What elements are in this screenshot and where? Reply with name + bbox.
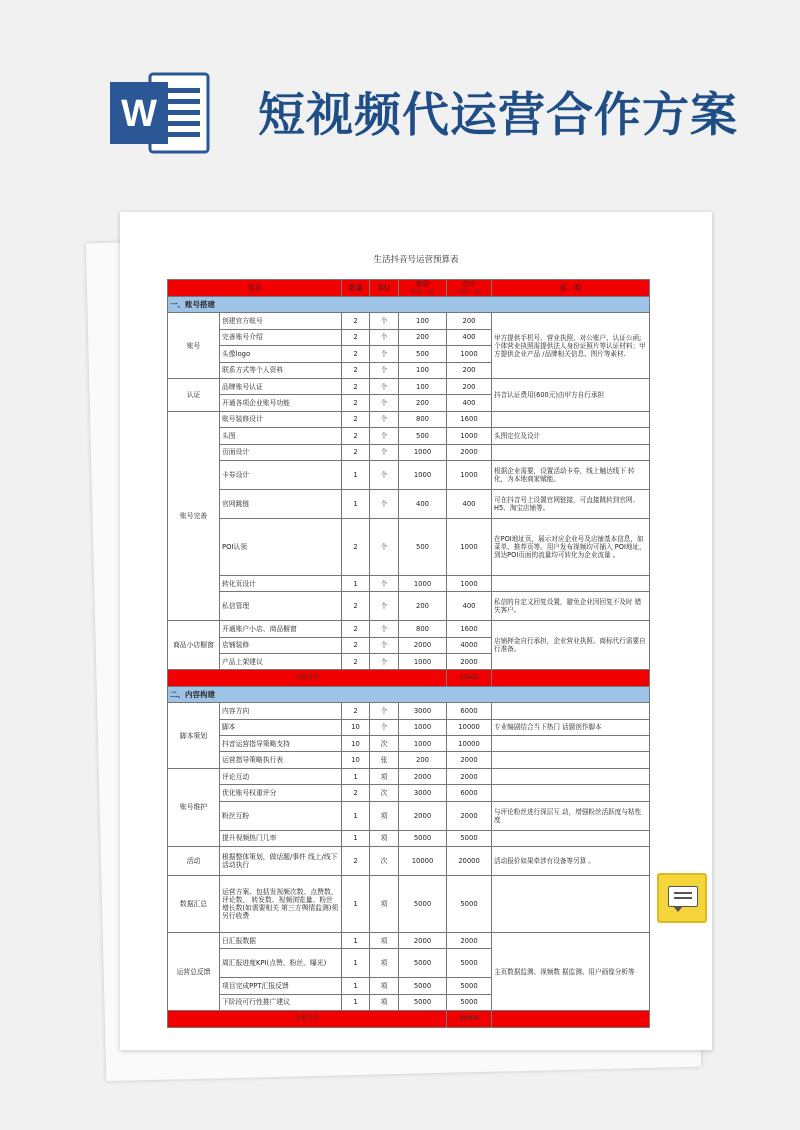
row-price: 2000 (399, 637, 447, 653)
group-label: 账号 (168, 313, 220, 379)
row-note-empty (492, 736, 650, 752)
row-total: 200 (447, 362, 492, 378)
row-price: 1000 (399, 654, 447, 670)
row-price: 100 (399, 362, 447, 378)
row-name: 完善账号介绍 (220, 329, 342, 345)
row-unit: 个 (370, 346, 399, 362)
table-row (168, 575, 650, 591)
row-unit: 张 (370, 752, 399, 768)
row-price: 3000 (399, 703, 447, 719)
row-qty: 1 (342, 875, 370, 932)
row-qty: 2 (342, 637, 370, 653)
row-note: 头图定位及设计 (492, 428, 650, 444)
subtotal-label: 分类合计 (168, 670, 447, 686)
row-price: 1000 (399, 575, 447, 591)
group-label: 活动 (168, 846, 220, 875)
comment-tail-icon (673, 906, 683, 912)
row-name: 脚本 (220, 719, 342, 735)
row-price: 500 (399, 346, 447, 362)
table-row (168, 460, 650, 489)
table-row (168, 875, 650, 932)
row-name: 官网跳链 (220, 489, 342, 518)
section-title: 一、账号搭建 (168, 297, 650, 313)
row-total: 2000 (447, 768, 492, 784)
subtotal-row (168, 670, 650, 686)
row-total: 2000 (447, 752, 492, 768)
row-note-empty (492, 575, 650, 591)
budget-table (167, 279, 650, 1028)
header-unit: 单位 (370, 280, 399, 297)
table-row (168, 378, 650, 394)
row-note: 抖音认证费用(600元)由甲方自行承担 (492, 378, 650, 411)
row-price: 1000 (399, 719, 447, 735)
row-price: 5000 (399, 830, 447, 846)
row-price: 200 (399, 752, 447, 768)
row-qty: 2 (342, 411, 370, 427)
row-name: 项目完成PPT汇报反馈 (220, 978, 342, 994)
row-qty: 2 (342, 329, 370, 345)
table-row (168, 752, 650, 768)
row-unit: 个 (370, 313, 399, 329)
row-qty: 2 (342, 362, 370, 378)
row-name: 提升视频热门几率 (220, 830, 342, 846)
group-label: 商品小店橱窗 (168, 621, 220, 670)
row-note-empty (492, 703, 650, 719)
row-name: 周汇报进度KPI(点赞、粉丝、曝光) (220, 949, 342, 978)
row-total: 1600 (447, 621, 492, 637)
row-qty: 1 (342, 489, 370, 518)
row-unit: 个 (370, 329, 399, 345)
row-total: 6000 (447, 785, 492, 801)
group-label: 账号维护 (168, 768, 220, 846)
row-price: 200 (399, 592, 447, 621)
document-title: 生活抖音号运营预算表 (373, 255, 459, 265)
row-unit: 个 (370, 654, 399, 670)
row-name: 运营指导策略执行表 (220, 752, 342, 768)
row-name: 抖音运营指导策略支持 (220, 736, 342, 752)
document-page (120, 212, 712, 1050)
row-qty: 2 (342, 654, 370, 670)
table-row (168, 785, 650, 801)
row-price: 5000 (399, 978, 447, 994)
table-row (168, 444, 650, 460)
row-unit: 次 (370, 736, 399, 752)
row-name: 运营方案、包括发视频次数、点赞数、评论数、 转发数、视频浏览量、粉丝增长数(如需要相关 第三方舆情监测)须另行收费 (220, 875, 342, 932)
row-name: 下阶段可行性推广建议 (220, 994, 342, 1010)
row-qty: 1 (342, 768, 370, 784)
row-total: 2000 (447, 932, 492, 948)
subtotal-empty (492, 1011, 650, 1027)
row-total: 400 (447, 489, 492, 518)
row-note-empty (492, 785, 650, 801)
group-label: 认证 (168, 378, 220, 411)
row-price: 500 (399, 428, 447, 444)
row-qty: 2 (342, 703, 370, 719)
row-note-empty (492, 752, 650, 768)
header-qty: 数量 (342, 280, 370, 297)
table-row (168, 411, 650, 427)
row-qty: 2 (342, 444, 370, 460)
row-qty: 1 (342, 460, 370, 489)
row-note: 在POI地址页，展示对应企业号及店铺基本信息，如菜单、推荐页等。用户发布视频均可插入 POI地址，到达POI页面的流量均可转化为企业流量 。 (492, 518, 650, 575)
row-total: 1000 (447, 428, 492, 444)
row-price: 800 (399, 411, 447, 427)
row-name: POI认领 (220, 518, 342, 575)
row-name: 品牌账号认证 (220, 378, 342, 394)
row-unit: 个 (370, 719, 399, 735)
row-note: 店铺押金自行承担，企业营业执照、商标代行需要自行准备。 (492, 621, 650, 670)
row-name: 评论互动 (220, 768, 342, 784)
row-qty: 2 (342, 378, 370, 394)
row-qty: 1 (342, 801, 370, 830)
row-note: 甲方提供手机号、营业执照、对公账户、认证公函;个体营业执照需提供法人身份证照片等认证材料；甲方提供企业产品 /品牌相关信息、图片等素材. (492, 313, 650, 379)
row-qty: 10 (342, 719, 370, 735)
row-qty: 1 (342, 830, 370, 846)
row-unit: 个 (370, 395, 399, 411)
row-qty: 1 (342, 994, 370, 1010)
row-name: 私信管理 (220, 592, 342, 621)
row-note: 主页数据监测、视频数 据监测、用户画像分析等 (492, 932, 650, 1010)
row-name: 创建官方账号 (220, 313, 342, 329)
row-name: 优化账号权重评分 (220, 785, 342, 801)
row-price: 3000 (399, 785, 447, 801)
row-total: 1000 (447, 575, 492, 591)
row-price: 400 (399, 489, 447, 518)
row-price: 5000 (399, 875, 447, 932)
row-price: 100 (399, 378, 447, 394)
row-total: 5000 (447, 949, 492, 978)
row-total: 4000 (447, 637, 492, 653)
row-unit: 个 (370, 621, 399, 637)
table-header-row (168, 280, 650, 297)
row-unit: 项 (370, 994, 399, 1010)
row-price: 500 (399, 518, 447, 575)
row-unit: 项 (370, 875, 399, 932)
subtotal-row (168, 1011, 650, 1027)
row-total: 10000 (447, 719, 492, 735)
row-total: 5000 (447, 830, 492, 846)
row-name: 联系方式等个人资料 (220, 362, 342, 378)
table-row (168, 592, 650, 621)
row-note: 根据企业需要，设置活动卡券，线上触达线下 转化，为本地商家赋能。 (492, 460, 650, 489)
row-unit: 项 (370, 949, 399, 978)
row-price: 5000 (399, 994, 447, 1010)
table-row (168, 703, 650, 719)
row-name: 日汇报数据 (220, 932, 342, 948)
table-row (168, 313, 650, 329)
row-note-empty (492, 444, 650, 460)
row-note-empty (492, 768, 650, 784)
row-price: 1000 (399, 444, 447, 460)
row-unit: 次 (370, 785, 399, 801)
row-note: 可在抖音号上设置官网链接，可直接跳转到官网、H5、淘宝店铺等。 (492, 489, 650, 518)
row-note: 与评论粉丝进行深层互 动，增强粉丝活跃度与粘性度 (492, 801, 650, 830)
row-total: 2000 (447, 444, 492, 460)
table-row (168, 768, 650, 784)
row-total: 1600 (447, 411, 492, 427)
row-total: 5000 (447, 978, 492, 994)
row-total: 200 (447, 378, 492, 394)
comment-icon[interactable] (657, 873, 707, 923)
row-price: 1000 (399, 460, 447, 489)
row-qty: 2 (342, 395, 370, 411)
row-unit: 个 (370, 489, 399, 518)
table-row (168, 621, 650, 637)
row-unit: 个 (370, 637, 399, 653)
row-name: 粉丝互粉 (220, 801, 342, 830)
row-unit: 个 (370, 444, 399, 460)
row-name: 产品上架建议 (220, 654, 342, 670)
row-unit: 项 (370, 830, 399, 846)
subtotal-value: 13400 (447, 670, 492, 686)
table-row (168, 932, 650, 948)
row-qty: 10 (342, 752, 370, 768)
row-unit: 个 (370, 518, 399, 575)
banner-title: 短视频代运营合作方案 (258, 88, 738, 143)
table-row (168, 801, 650, 830)
row-qty: 2 (342, 785, 370, 801)
table-row (168, 428, 650, 444)
row-unit: 项 (370, 768, 399, 784)
row-unit: 个 (370, 378, 399, 394)
row-qty: 2 (342, 621, 370, 637)
row-unit: 次 (370, 846, 399, 875)
row-unit: 个 (370, 703, 399, 719)
row-unit: 项 (370, 932, 399, 948)
row-total: 2000 (447, 801, 492, 830)
row-price: 2000 (399, 801, 447, 830)
row-price: 10000 (399, 846, 447, 875)
subtotal-empty (492, 670, 650, 686)
row-name: 账号装修设计 (220, 411, 342, 427)
row-name: 转化页设计 (220, 575, 342, 591)
row-price: 2000 (399, 932, 447, 948)
word-logo-icon (108, 70, 212, 156)
header-total: 合计 (单位：元) (447, 280, 492, 297)
row-unit: 项 (370, 978, 399, 994)
row-total: 6000 (447, 703, 492, 719)
row-name: 卡券设计 (220, 460, 342, 489)
row-unit: 个 (370, 575, 399, 591)
row-total: 20000 (447, 846, 492, 875)
row-qty: 2 (342, 428, 370, 444)
table-row (168, 518, 650, 575)
row-total: 1000 (447, 460, 492, 489)
row-qty: 2 (342, 592, 370, 621)
table-row (168, 846, 650, 875)
row-unit: 个 (370, 428, 399, 444)
row-note: 私信的自定义回复设置，避免企业因回复不及时 错失客户。 (492, 592, 650, 621)
row-name: 内容方向 (220, 703, 342, 719)
row-total: 400 (447, 329, 492, 345)
row-price: 100 (399, 313, 447, 329)
row-unit: 项 (370, 801, 399, 830)
row-name: 头图 (220, 428, 342, 444)
row-note: 活动报价如果牵涉有设备等另算 。 (492, 846, 650, 875)
row-note-empty (492, 411, 650, 427)
row-qty: 2 (342, 313, 370, 329)
row-qty: 1 (342, 575, 370, 591)
group-label: 脚本策划 (168, 703, 220, 769)
row-qty: 2 (342, 846, 370, 875)
header-desc: 说 明 (492, 280, 650, 297)
row-name: 开通账户小店、商品橱窗 (220, 621, 342, 637)
row-qty: 2 (342, 346, 370, 362)
svg-text:W: W (121, 93, 157, 135)
table-row (168, 736, 650, 752)
row-total: 5000 (447, 994, 492, 1010)
row-name: 头像logo (220, 346, 342, 362)
row-total: 1000 (447, 518, 492, 575)
row-note-empty (492, 830, 650, 846)
subtotal-value: 80000 (447, 1011, 492, 1027)
row-price: 5000 (399, 949, 447, 978)
row-qty: 10 (342, 736, 370, 752)
row-total: 5000 (447, 875, 492, 932)
group-label: 账号完善 (168, 411, 220, 621)
row-total: 400 (447, 592, 492, 621)
header-price: 单价 (单位：元) (399, 280, 447, 297)
row-qty: 2 (342, 518, 370, 575)
subtotal-label: 分类合计 (168, 1011, 447, 1027)
row-note: 专业编剧结合当下热门 话题创作脚本 (492, 719, 650, 735)
row-unit: 个 (370, 362, 399, 378)
row-name: 开通各项企业账号功能 (220, 395, 342, 411)
group-label: 运营总反馈 (168, 932, 220, 1010)
row-price: 800 (399, 621, 447, 637)
row-unit: 个 (370, 592, 399, 621)
group-label: 数据汇总 (168, 875, 220, 932)
row-price: 200 (399, 395, 447, 411)
row-name: 根据整体策划，做话题/事件 线上/线下活动执行 (220, 846, 342, 875)
table-row (168, 830, 650, 846)
row-total: 400 (447, 395, 492, 411)
row-total: 2000 (447, 654, 492, 670)
row-unit: 个 (370, 460, 399, 489)
row-name: 页面设计 (220, 444, 342, 460)
row-name: 店铺装修 (220, 637, 342, 653)
header-item: 类目 (168, 280, 342, 297)
row-total: 1000 (447, 346, 492, 362)
row-qty: 1 (342, 978, 370, 994)
row-price: 2000 (399, 768, 447, 784)
row-price: 1000 (399, 736, 447, 752)
row-note-empty (492, 875, 650, 932)
table-row (168, 489, 650, 518)
section-title: 二、内容构建 (168, 686, 650, 702)
comment-bubble-icon (668, 886, 698, 907)
row-qty: 1 (342, 949, 370, 978)
row-price: 200 (399, 329, 447, 345)
row-qty: 1 (342, 932, 370, 948)
row-unit: 个 (370, 411, 399, 427)
table-row (168, 719, 650, 735)
row-total: 200 (447, 313, 492, 329)
row-total: 10000 (447, 736, 492, 752)
